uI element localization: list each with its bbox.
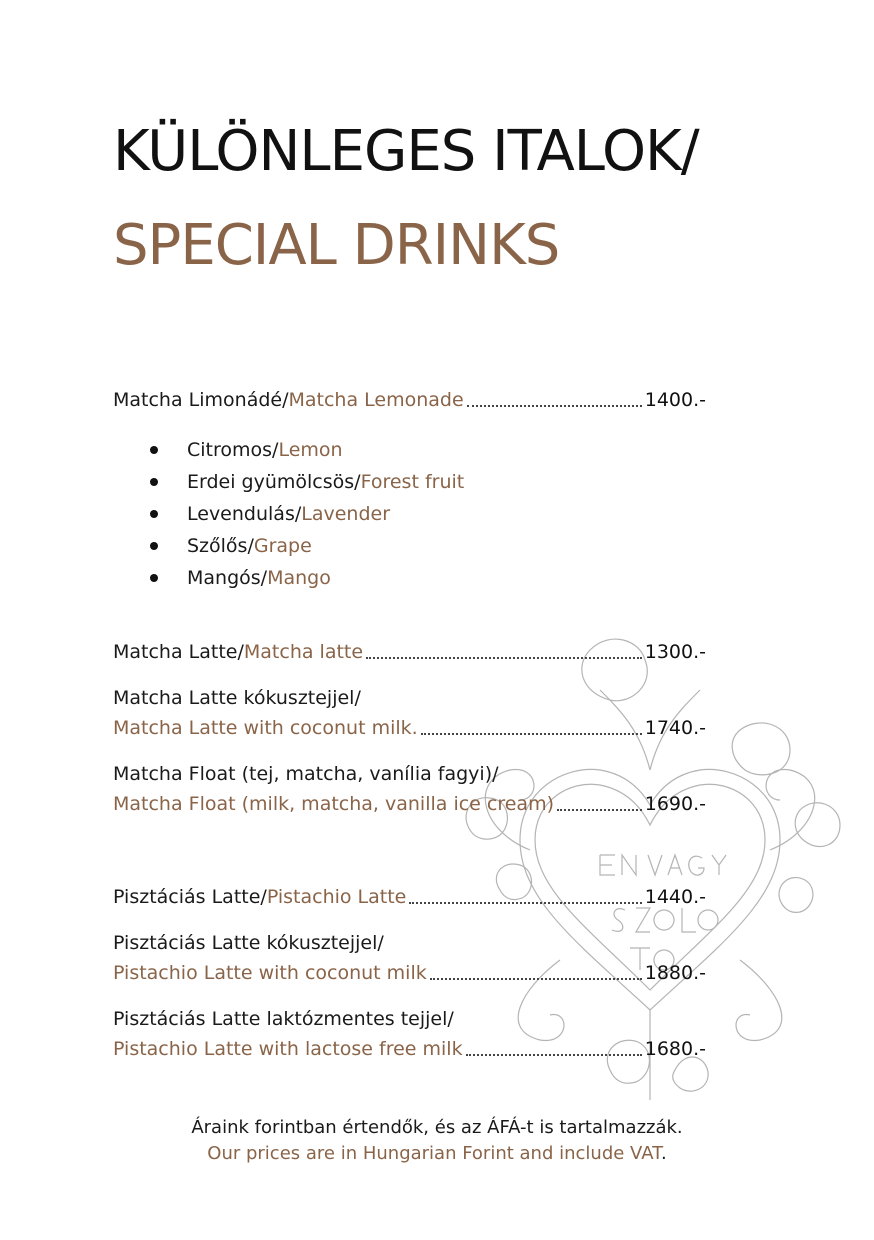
flavor-hungarian: Citromos/ — [187, 439, 279, 461]
bullet-icon — [150, 478, 158, 486]
flavor-hungarian: Erdei gyümölcsös/ — [187, 471, 361, 493]
bullet-icon — [150, 542, 158, 550]
flavor-english: Lavender — [301, 503, 391, 525]
item-price: 1440.- — [644, 886, 706, 908]
flavor-english: Grape — [253, 535, 312, 557]
list-item — [150, 434, 464, 466]
flavor-english: Lemon — [278, 439, 343, 461]
bullet-icon — [150, 574, 158, 582]
flavor-list — [150, 434, 464, 594]
menu-item-pistachio-latte — [113, 883, 706, 911]
menu-item-matcha-lemonade — [113, 386, 706, 414]
item-name-english: Pistachio Latte with coconut milk — [113, 962, 427, 984]
list-item — [150, 466, 464, 498]
item-name-hungarian: Matcha Limonádé/ — [113, 389, 289, 411]
dot-leader — [366, 657, 642, 659]
dot-leader — [409, 902, 641, 904]
bullet-icon — [150, 510, 158, 518]
list-item — [150, 562, 464, 594]
flavor-hungarian: Levendulás/ — [187, 503, 302, 525]
item-name-hungarian: Pisztáciás Latte kókusztejjel/ — [113, 932, 384, 954]
flavor-english: Mango — [267, 567, 331, 589]
flavor-english: Forest fruit — [360, 471, 465, 493]
dot-leader — [421, 733, 642, 735]
list-item — [150, 498, 464, 530]
menu-item-matcha-float — [113, 790, 706, 818]
flavor-hungarian: Mangós/ — [187, 567, 268, 589]
page-title-hungarian: KÜLÖNLEGES ITALOK/ — [113, 119, 699, 184]
item-name-hungarian: Matcha Latte kókusztejjel/ — [113, 687, 361, 709]
footer-note-hungarian: Áraink forintban értendők, és az ÁFÁ-t is tartalmazzák. — [191, 1117, 683, 1138]
item-name-hungarian: Matcha Latte/ — [113, 641, 244, 663]
menu-item-pistachio-latte-coconut — [113, 959, 706, 987]
item-name-english: Matcha Lemonade — [288, 389, 464, 411]
menu-item-matcha-latte — [113, 638, 706, 666]
footer-english-period: . — [660, 1143, 667, 1164]
footer-note-english — [0, 1141, 874, 1167]
item-price: 1400.- — [644, 389, 706, 411]
item-price: 1680.- — [644, 1038, 706, 1060]
item-name-english: Pistachio Latte — [266, 886, 407, 908]
list-item — [150, 530, 464, 562]
item-price: 1880.- — [644, 962, 706, 984]
item-name-hungarian: Matcha Float (tej, matcha, vanília fagyi)/ — [113, 763, 499, 785]
dot-leader — [430, 978, 642, 980]
footer-english-text: Our prices are in Hungarian Forint and include VAT — [207, 1143, 661, 1164]
item-name-english: Pistachio Latte with lactose free milk — [113, 1038, 463, 1060]
item-name-hungarian: Pisztáciás Latte laktózmentes tejjel/ — [113, 1008, 454, 1030]
item-name-english: Matcha Float (milk, matcha, vanilla ice cream) — [113, 793, 554, 815]
item-price: 1740.- — [644, 717, 706, 739]
item-price: 1690.- — [644, 793, 706, 815]
flavor-hungarian: Szőlős/ — [187, 535, 254, 557]
dot-leader — [466, 1054, 642, 1056]
item-price: 1300.- — [644, 641, 706, 663]
bullet-icon — [150, 446, 158, 454]
item-name-english: Matcha Latte with coconut milk. — [113, 717, 418, 739]
item-name-hungarian: Pisztáciás Latte/ — [113, 886, 267, 908]
item-name-english: Matcha latte — [243, 641, 364, 663]
menu-item-matcha-latte-coconut — [113, 714, 706, 742]
dot-leader — [467, 405, 642, 407]
page-title-english: SPECIAL DRINKS — [113, 213, 560, 278]
dot-leader — [557, 809, 642, 811]
menu-item-pistachio-latte-lactose-free — [113, 1035, 706, 1063]
